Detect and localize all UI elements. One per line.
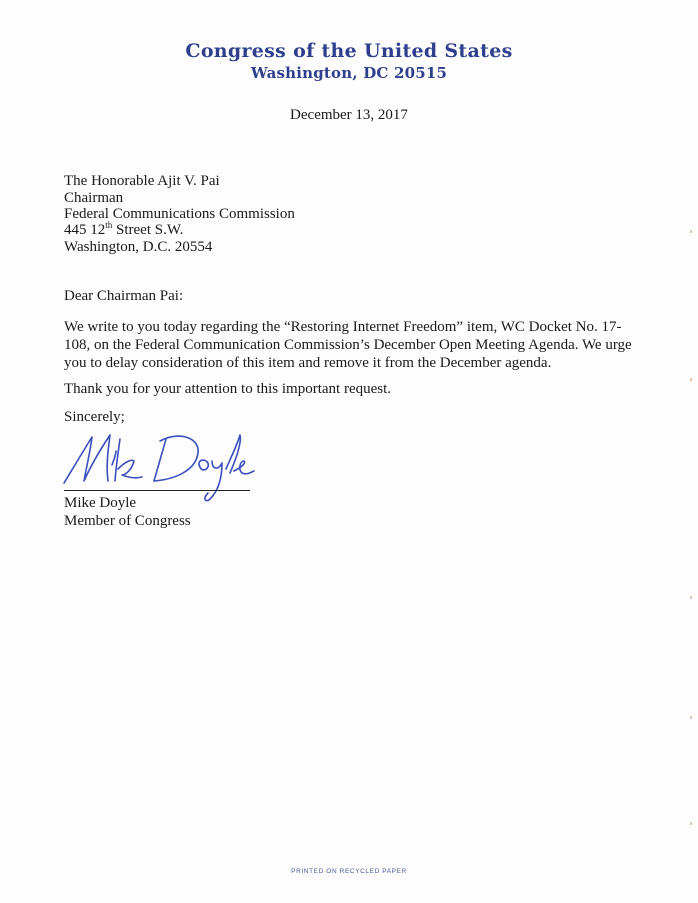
salutation: Dear Chairman Pai:	[64, 288, 184, 304]
letterhead-title: Congress of the United States	[185, 40, 513, 62]
body-paragraph-1-line-1: We write to you today regarding the “Restoring Internet Freedom” item, WC Docket No. 17-	[64, 319, 622, 335]
letterhead-address: Washington, DC 20515	[250, 64, 448, 82]
recipient-city: Washington, D.C. 20554	[64, 239, 213, 255]
letter-date: December 13, 2017	[290, 107, 408, 123]
street-rest: Street S.W.	[112, 222, 184, 238]
body-paragraph-1-line-3: you to delay consideration of this item and remove it from the December agenda.	[64, 355, 552, 371]
scan-mark	[690, 378, 692, 381]
scan-mark	[690, 822, 692, 825]
closing: Sincerely;	[64, 409, 125, 425]
scan-mark	[690, 230, 692, 233]
street-suffix: th	[105, 220, 113, 230]
recipient-street	[64, 221, 183, 239]
street-number: 445 12	[64, 222, 106, 238]
body-paragraph-1-line-2: 108, on the Federal Communication Commission’s December Open Meeting Agenda. We urge	[64, 337, 632, 353]
scan-mark	[690, 596, 692, 599]
footer-recycled-paper: PRINTED ON RECYCLED PAPER	[291, 868, 407, 875]
recipient-title: Chairman	[64, 190, 124, 206]
signature-line	[64, 490, 250, 491]
recipient-name: The Honorable Ajit V. Pai	[64, 173, 220, 189]
scan-mark	[690, 716, 692, 719]
body-paragraph-2: Thank you for your attention to this important request.	[64, 381, 392, 397]
signer-name: Mike Doyle	[64, 495, 137, 511]
recipient-organization: Federal Communications Commission	[64, 206, 295, 222]
signer-title: Member of Congress	[64, 513, 191, 529]
